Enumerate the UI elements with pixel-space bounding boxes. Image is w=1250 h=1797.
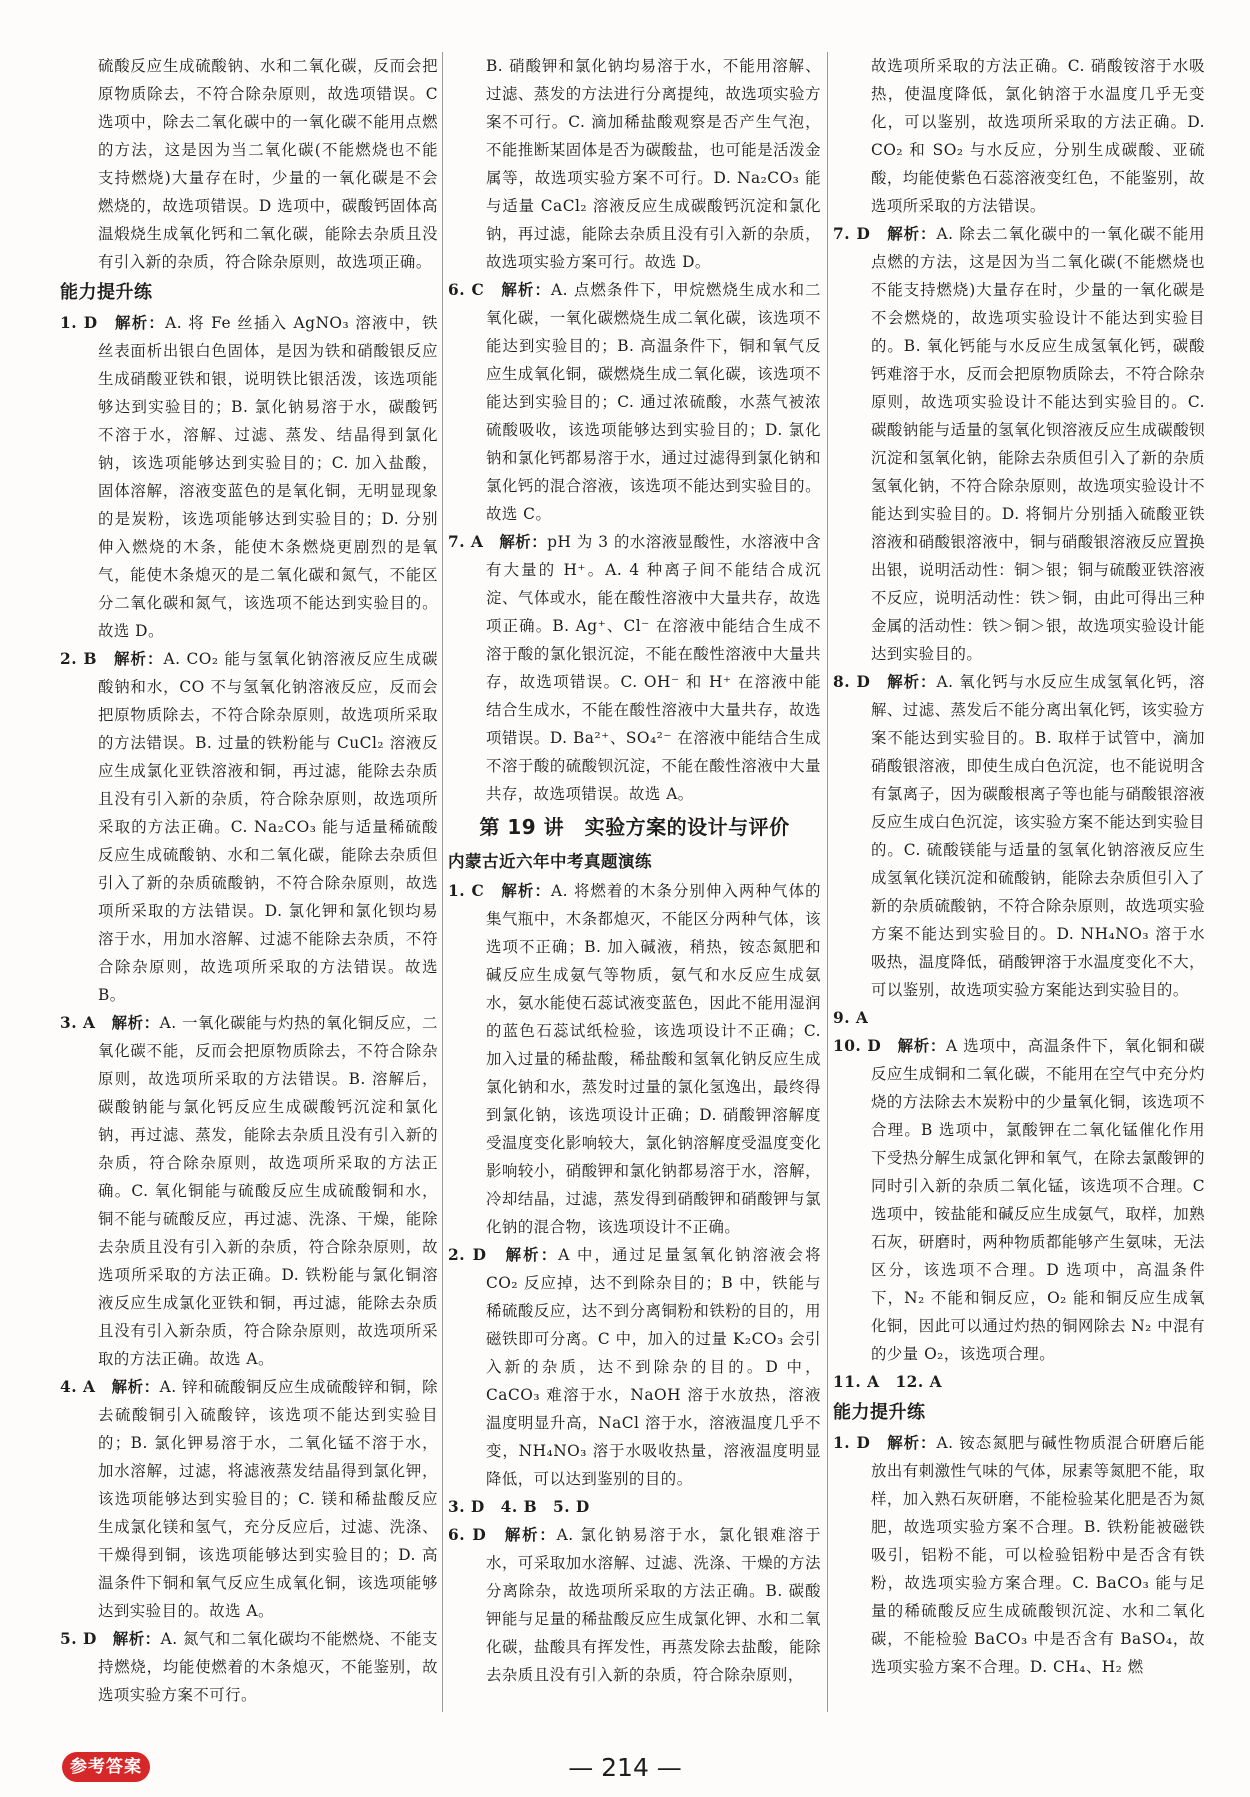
answer-item <box>448 528 821 808</box>
answer-text: A 选项中，高温条件下，氧化铜和碳反应生成铜和二氧化碳，不能用在空气中充分灼烧的方法除去木炭粉中的少量氧化铜，该选项不合理。B 选项中，氯酸钾在二氧化锰催化作用下受热分解生成氯化钾和氧气，在除去氯酸钾的同时引入新的杂质二氧化锰，该选项不合理。C 选项中，铵盐能和碱反应生成氨气，取样，加熟石灰，研磨时，两种物质都能够产生氨味，无法区分，该选项不合理。D 选项中，高温条件下，N₂ 不能和铜反应，O₂ 能和铜反应生成氧化铜，因此可以通过灼热的铜网除去 N₂ 中混有的少量 O₂，该选项合理。 <box>871 1037 1205 1363</box>
answer-text: A. 点燃条件下，甲烷燃烧生成水和二氧化碳，一氧化碳燃烧生成二氧化碳，该选项不能达到实验目的；B. 高温条件下，铜和氧气反应生成氧化铜，碳燃烧生成二氧化碳，该选项不能达到实验目的；C. 通过浓硫酸，水蒸气被浓硫酸吸收，该选项能够达到实验目的；D. 氯化钠和氯化钙都易溶于水，通过过滤得到氯化钠和氯化钙的混合溶液，该选项不能达到实验目的。故选 C。 <box>486 281 821 523</box>
answer-text: A. 将燃着的木条分别伸入两种气体的集气瓶中，木条都熄灭，不能区分两种气体，该选项不正确；B. 加入碱液，稍热，铵态氮肥和碱反应生成氨气等物质，氨气和水反应生成氨水，氨水能使石蕊试液变蓝色，因此不能用湿润的蓝色石蕊试纸检验，该选项设计不正确；C. 加入过量的稀盐酸，稀盐酸和氢氧化钠反应生成氯化钠和水，蒸发时过量的氯化氢逸出，最终得到氯化钠，该选项设计正确；D. 硝酸钾溶解度受温度变化影响较大，氯化钠溶解度受温度变化影响较小，硝酸钾和氯化钠都易溶于水，溶解，冷却结晶，过滤，蒸发得到硝酸钾和硝酸钾与氯化钠的混合物，该选项设计不正确。 <box>486 882 821 1236</box>
answer-item <box>448 877 821 1241</box>
column-2 <box>448 52 821 1689</box>
answer-lead: 7. A 解析： <box>448 533 548 551</box>
answer-item <box>60 1009 438 1373</box>
answer-lead: 1. D 解析： <box>60 314 166 332</box>
answer-text: A. 一氧化碳能与灼热的氧化铜反应，二氧化碳不能，反而会把原物质除去，不符合除杂原则，故选项所采取的方法错误。B. 溶解后，碳酸钠能与氯化钙反应生成碳酸钙沉淀和氯化钠，再过滤、蒸发，能除去杂质且没有引入新的杂质，符合除杂原则，故选项所采取的方法正确。C. 氧化铜能与硫酸反应生成硫酸铜和水，铜不能与硫酸反应，再过滤、洗涤、干燥，能除去杂质且没有引入新的杂质，符合除杂原则，故选项所采取的方法正确。D. 铁粉能与氯化铜溶液反应生成氯化亚铁和铜，再过滤，能除去杂质且没有引入新杂质，符合除杂原则，故选项所采取的方法正确。故选 A。 <box>98 1014 438 1368</box>
answer-item <box>448 1521 821 1689</box>
continued-text: B. 硝酸钾和氯化钠均易溶于水，不能用溶解、过滤、蒸发的方法进行分离提纯，故选项实验方案不可行。C. 滴加稀盐酸观察是否产生气泡，不能推断某固体是否为碳酸盐，也可能是活泼金属等，故选项实验方案不可行。D. Na₂CO₃ 能与适量 CaCl₂ 溶液反应生成碳酸钙沉淀和氯化钠，再过滤，能除去杂质且没有引入新的杂质，故选项实验方案可行。故选 D。 <box>486 57 821 271</box>
answer-lead: 10. D 解析： <box>833 1037 946 1055</box>
answer-lead: 1. D 解析： <box>833 1434 937 1452</box>
answer-item <box>833 1004 1205 1032</box>
answer-item <box>833 668 1205 1004</box>
answer-lead: 9. A <box>833 1009 869 1027</box>
section-heading: 能力提升练 <box>60 282 153 303</box>
answer-lead: 2. D 解析： <box>448 1246 559 1264</box>
answer-lead: 11. A 12. A <box>833 1373 943 1391</box>
answer-lead: 6. D 解析： <box>448 1526 557 1544</box>
answer-item <box>448 1241 821 1493</box>
answer-item <box>448 1493 821 1521</box>
answer-item <box>833 1032 1205 1368</box>
answer-text: A. 氮气和二氧化碳均不能燃烧、不能支持燃烧，均能使燃着的木条熄灭，不能鉴别，故选项实验方案不可行。 <box>98 1630 438 1704</box>
answer-text: A. 锌和硫酸铜反应生成硫酸锌和铜，除去硫酸铜引入硫酸锌，该选项不能达到实验目的；B. 氯化钾易溶于水，二氧化锰不溶于水，加水溶解，过滤，将滤液蒸发结晶得到氯化钾，该选项能够达到实验目的；C. 镁和稀盐酸反应生成氯化镁和氢气，充分反应后，过滤、洗涤、干燥得到铜，该选项能够达到实验目的；D. 高温条件下铜和氧气反应生成氧化铜，该选项能够达到实验目的。故选 A。 <box>98 1378 438 1620</box>
continued-text: 故选项所采取的方法正确。C. 硝酸铵溶于水吸热，使温度降低，氯化钠溶于水温度几乎无变化，可以鉴别，故选项所采取的方法正确。D. CO₂ 和 SO₂ 与水反应，分别生成碳酸、亚硫酸，均能使紫色石蕊溶液变红色，不能鉴别，故选项所采取的方法错误。 <box>871 57 1205 215</box>
lecture-title: 第 19 讲 实验方案的设计与评价 <box>479 815 790 839</box>
page-number: — 214 — <box>568 1753 682 1782</box>
answer-lead: 3. D 4. B 5. D <box>448 1498 590 1516</box>
answer-item <box>833 220 1205 668</box>
answer-item <box>448 276 821 528</box>
answer-lead: 6. C 解析： <box>448 281 551 299</box>
column-divider-2 <box>827 52 828 1712</box>
answer-item <box>60 645 438 1009</box>
answer-lead: 5. D 解析： <box>60 1630 161 1648</box>
answer-text: A. 将 Fe 丝插入 AgNO₃ 溶液中，铁丝表面析出银白色固体，是因为铁和硝酸银反应生成硝酸亚铁和银，说明铁比银活泼，该选项能够达到实验目的；B. 氯化钠易溶于水，碳酸钙不溶于水，溶解、过滤、蒸发、结晶得到氯化钠，该选项能够达到实验目的；C. 加入盐酸，固体溶解，溶液变蓝色的是氧化铜，无明显现象的是炭粉，该选项能够达到实验目的；D. 分别伸入燃烧的木条，能使木条燃烧更剧烈的是氧气，能使木条熄灭的是二氧化碳和氮气，不能区分二氧化碳和氮气，该选项不能达到实验目的。故选 D。 <box>98 314 438 640</box>
answer-lead: 1. C 解析： <box>448 882 551 900</box>
column-divider-1 <box>442 52 443 1712</box>
page-footer <box>0 1748 1250 1788</box>
continued-text: 硫酸反应生成硫酸钠、水和二氧化碳，反而会把原物质除去，不符合除杂原则，故选项错误。C 选项中，除去二氧化碳中的一氧化碳不能用点燃的方法，这是因为当二氧化碳(不能燃烧也不能支持燃烧)大量存在时，少量的一氧化碳是不会燃烧的，故选项错误。D 选项中，碳酸钙固体高温煅烧生成氧化钙和二氧化碳，能除去杂质且没有引入新的杂质，符合除杂原则，故选项正确。 <box>98 57 438 271</box>
answer-item <box>60 1625 438 1709</box>
answer-lead: 4. A 解析： <box>60 1378 160 1396</box>
subsection-heading: 内蒙古近六年中考真题演练 <box>448 852 652 871</box>
answer-text: pH 为 3 的水溶液显酸性，水溶液中含有大量的 H⁺。A. 4 种离子间不能结合成沉淀、气体或水，能在酸性溶液中大量共存，故选项正确。B. Ag⁺、Cl⁻ 在溶液中能结合生成不溶于酸的氯化银沉淀，不能在酸性溶液中大量共存，故选项错误。C. OH⁻ 和 H⁺ 在溶液中能结合生成水，不能在酸性溶液中大量共存，故选项错误。D. Ba²⁺、SO₄²⁻ 在溶液中能结合生成不溶于酸的硫酸钡沉淀，不能在酸性溶液中大量共存，故选项错误。故选 A。 <box>486 533 821 803</box>
answer-item <box>60 309 438 645</box>
answer-text: A. 氯化钠易溶于水，氯化银难溶于水，可采取加水溶解、过滤、洗涤、干燥的方法分离除杂，故选项所采取的方法正确。B. 碳酸钾能与足量的稀盐酸反应生成氯化钾、水和二氧化碳，盐酸具有挥发性，再蒸发除去盐酸，能除去杂质且没有引入新的杂质，符合除杂原则， <box>486 1526 821 1684</box>
answer-key-badge: 参考答案 <box>62 1752 150 1782</box>
answer-text: A. 氧化钙与水反应生成氢氧化钙，溶解、过滤、蒸发后不能分离出氧化钙，该实验方案不能达到实验目的。B. 取样于试管中，滴加硝酸银溶液，即使生成白色沉淀，也不能说明含有氯离子，因为碳酸根离子等也能与硝酸银溶液反应生成白色沉淀，该实验方案不能达到实验目的。C. 硫酸镁能与适量的氢氧化钠溶液反应生成氢氧化镁沉淀和硫酸钠，能除去杂质但引入了新的杂质硫酸钠，不符合除杂原则，故选项实验方案不能达到实验目的。D. NH₄NO₃ 溶于水吸热，温度降低，硝酸钾溶于水温度变化不大，可以鉴别，故选项实验方案能达到实验目的。 <box>871 673 1205 999</box>
answer-item <box>833 1368 1205 1396</box>
answer-text: A. 铵态氮肥与碱性物质混合研磨后能放出有刺激性气味的气体，尿素等氮肥不能，取样，加入熟石灰研磨，不能检验某化肥是否为氮肥，故选项实验方案不合理。B. 铁粉能被磁铁吸引，铝粉不能，可以检验铝粉中是否含有铁粉，故选项实验方案合理。C. BaCO₃ 能与足量的稀硫酸反应生成硫酸钡沉淀、水和二氧化碳，不能检验 BaCO₃ 中是否含有 BaSO₄，故选项实验方案不合理。D. CH₄、H₂ 燃 <box>871 1434 1205 1676</box>
answer-lead: 3. A 解析： <box>60 1014 160 1032</box>
answer-lead: 2. B 解析： <box>60 650 164 668</box>
section-heading: 能力提升练 <box>833 1402 926 1423</box>
answer-text: A. CO₂ 能与氢氧化钠溶液反应生成碳酸钠和水，CO 不与氢氧化钠溶液反应，反而会把原物质除去，不符合除杂原则，故选项所采取的方法错误。B. 过量的铁粉能与 CuCl₂ 溶液反应生成氯化亚铁溶液和铜，再过滤，能除去杂质且没有引入新的杂质，符合除杂原则，故选项所采取的方法正确。C. Na₂CO₃ 能与适量稀硫酸反应生成硫酸钠、水和二氧化碳，能除去杂质但引入了新的杂质硫酸钠，不符合除杂原则，故选项所采取的方法错误。D. 氯化钾和氯化钡均易溶于水，用加水溶解、过滤不能除去杂质，不符合除杂原则，故选项所采取的方法错误。故选 B。 <box>98 650 438 1004</box>
answer-lead: 8. D 解析： <box>833 673 937 691</box>
column-3 <box>833 52 1205 1681</box>
answer-text: A 中，通过足量氢氧化钠溶液会将 CO₂ 反应掉，达不到除杂目的；B 中，铁能与稀硫酸反应，达不到分离铜粉和铁粉的目的，用磁铁即可分离。C 中，加入的过量 K₂CO₃ 会引入新的杂质，达不到除杂的目的。D 中，CaCO₃ 难溶于水，NaOH 溶于水放热，溶液温度明显升高，NaCl 溶于水，溶液温度几乎不变，NH₄NO₃ 溶于水吸收热量，溶液温度明显降低，可以达到鉴别的目的。 <box>486 1246 821 1488</box>
answer-item <box>833 1429 1205 1681</box>
answer-lead: 7. D 解析： <box>833 225 937 243</box>
answer-text: A. 除去二氧化碳中的一氧化碳不能用点燃的方法，这是因为当二氧化碳(不能燃烧也不能支持燃烧)大量存在时，少量的一氧化碳是不会燃烧的，故选项实验设计不能达到实验目的。B. 氧化钙能与水反应生成氢氧化钙，碳酸钙难溶于水，反而会把原物质除去，不符合除杂原则，故选项实验设计不能达到实验目的。C. 碳酸钠能与适量的氢氧化钡溶液反应生成碳酸钡沉淀和氢氧化钠，能除去杂质但引入了新的杂质氢氧化钠，不符合除杂原则，故选项实验设计不能达到实验目的。D. 将铜片分别插入硫酸亚铁溶液和硝酸银溶液中，铜与硝酸银溶液反应置换出银，说明活动性：铜＞银；铜与硫酸亚铁溶液不反应，说明活动性：铁＞铜，由此可得出三种金属的活动性：铁＞铜＞银，故选项实验设计能达到实验目的。 <box>871 225 1205 663</box>
answer-item <box>60 1373 438 1625</box>
column-1 <box>60 52 438 1709</box>
